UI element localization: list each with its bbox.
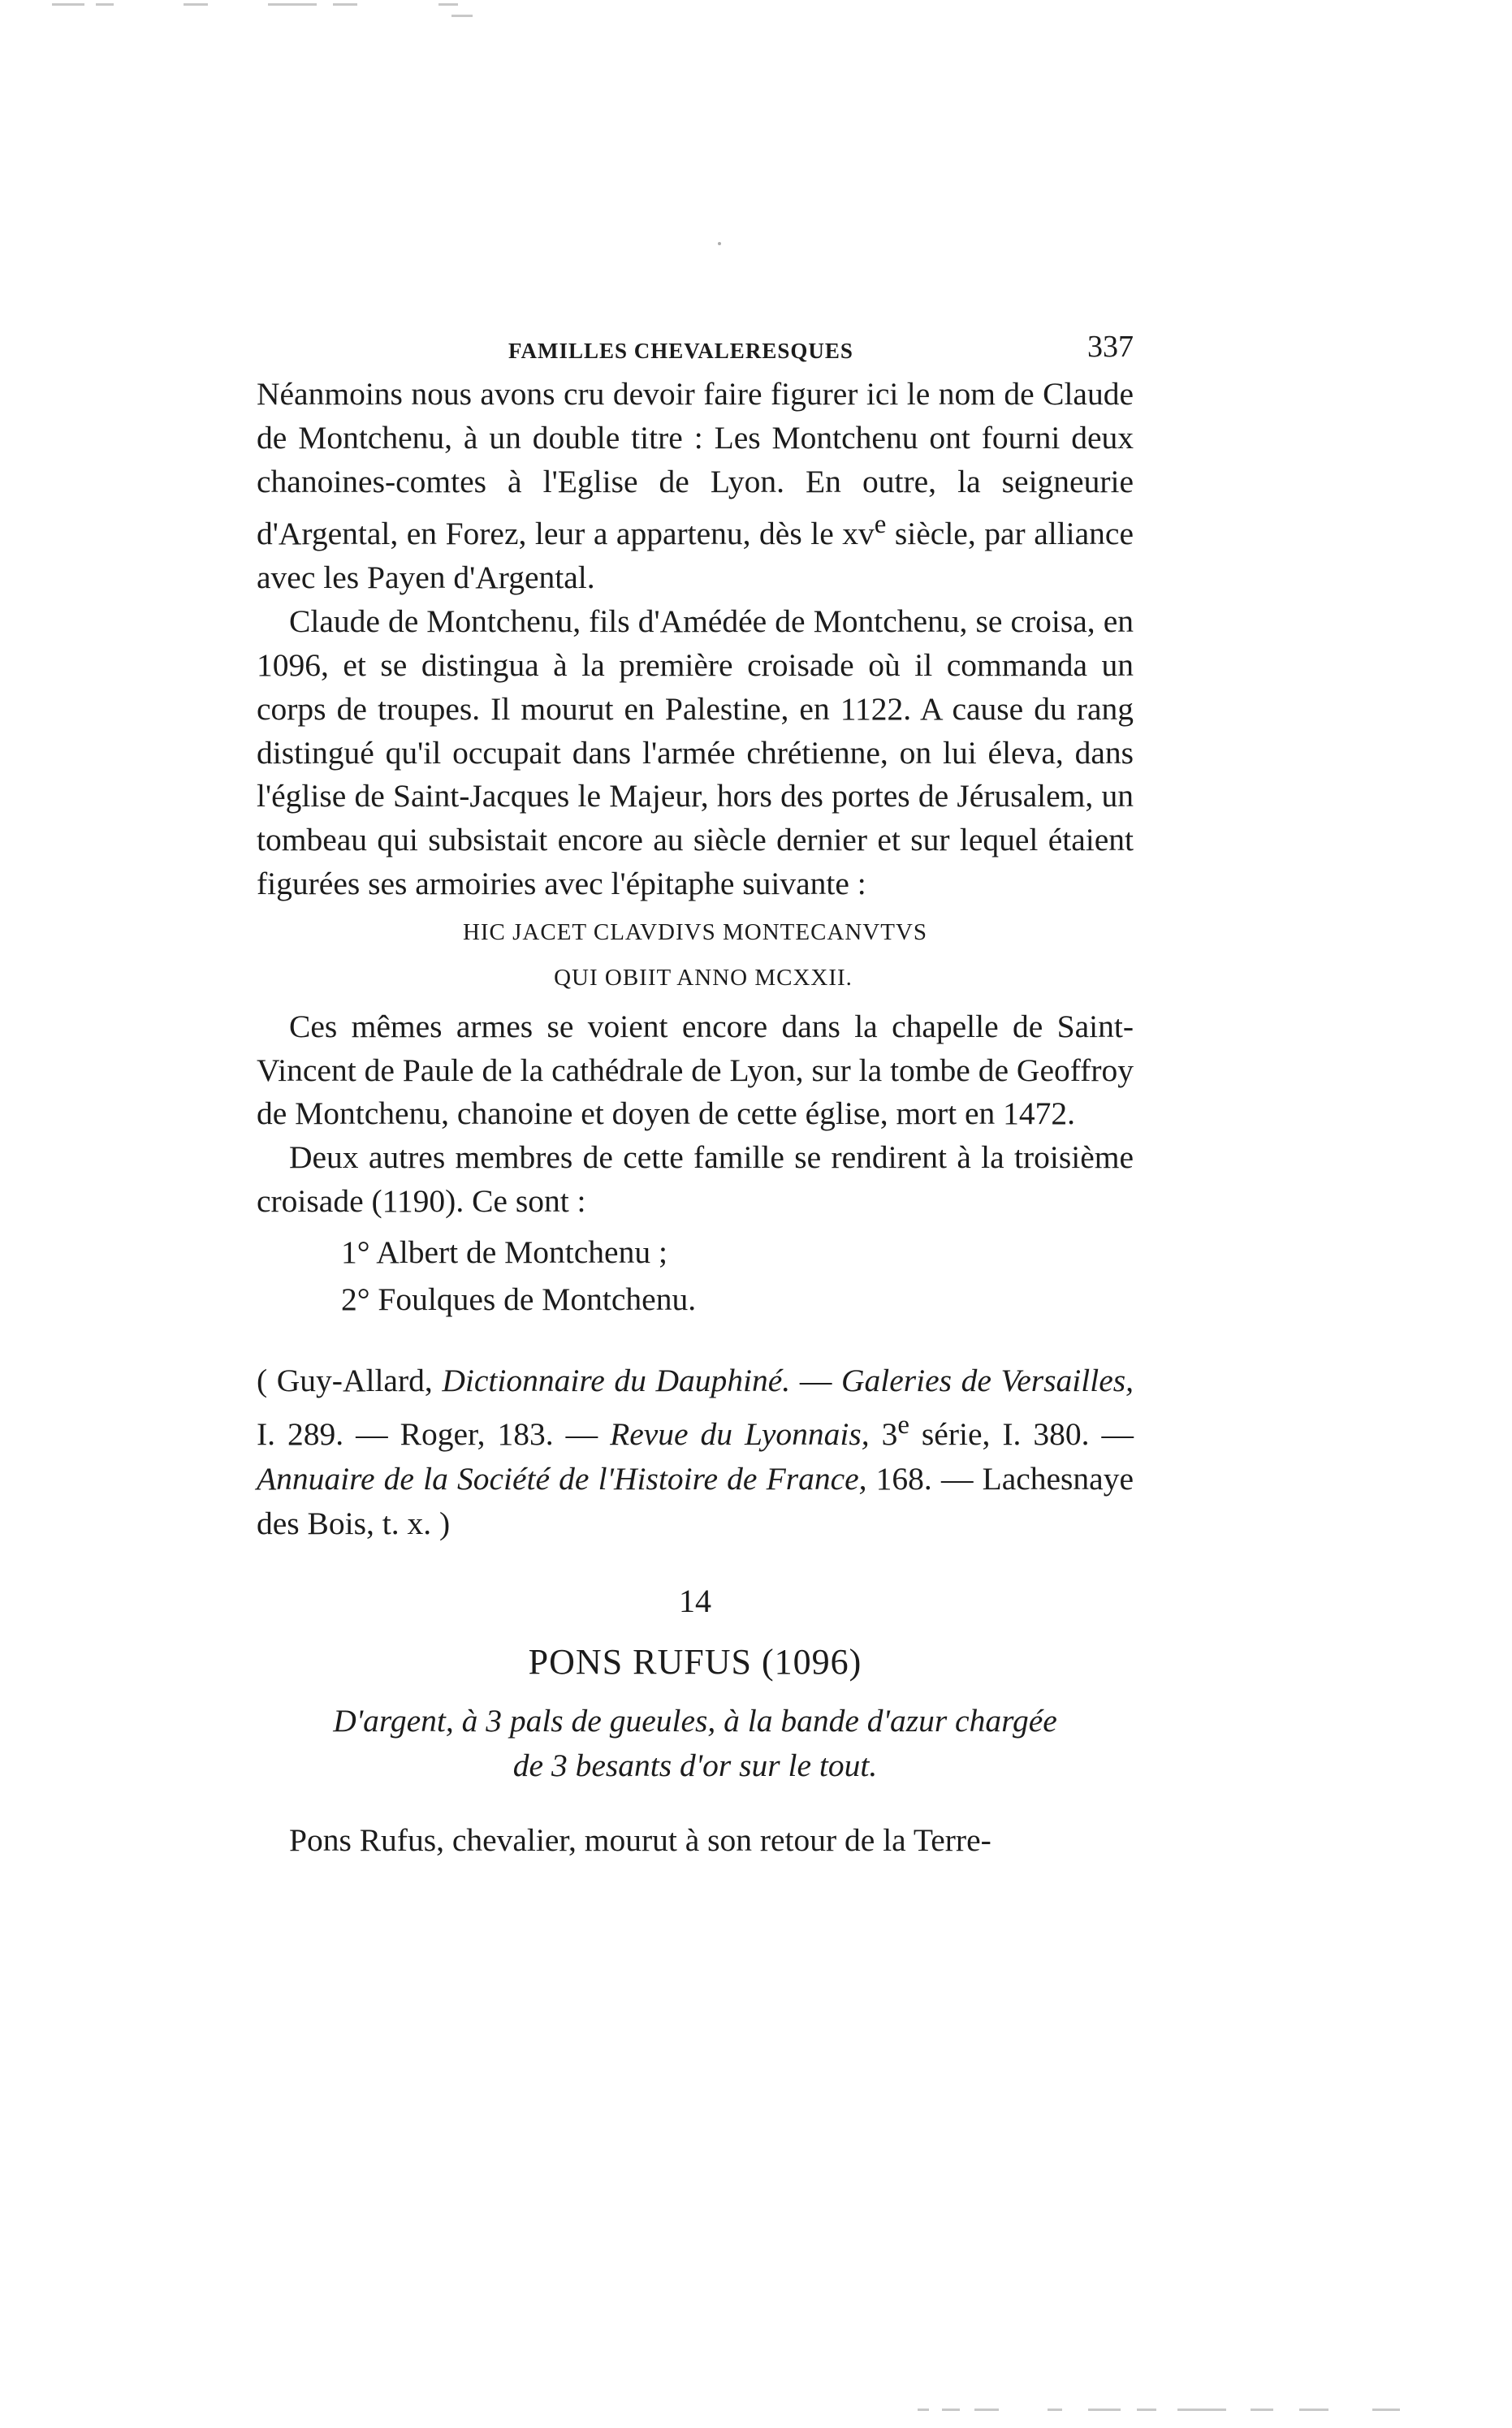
page-number: 337 (1087, 330, 1134, 364)
scan-edge-bottom (0, 2409, 1512, 2413)
epitaph-line-2: QUI OBIIT ANNO MCXXII. (554, 964, 853, 991)
section-number: 14 (679, 1582, 711, 1619)
list-item: 2° Foulques de Montchenu. (341, 1281, 697, 1317)
crusader-list (341, 1229, 1134, 1323)
list-item: 1° Albert de Montchenu ; (341, 1233, 667, 1270)
paragraph-1: Néanmoins nous avons cru devoir faire figurer ici le nom de Claude de Montchenu, à un double titre : Les Montchenu ont fourni deux chanoines-comtes à l'Eglise de Lyon. En outre, la seigneurie d'Argental, en Forez, leur a appartenu, dès le $xv^e$ siècle, par alliance avec les Payen d'Argental. (257, 376, 1134, 596)
bibliographic-references: ( Guy-Allard, Dictionnaire du Dauphiné. — Galeries de Versailles, I. 289. — Roger, 183. — Revue du Lyonnais, 3e série, I. 380. — Annuaire de la Société de l'Histoire de France, 168. — Lachesnaye des Bois, t. x. ) (257, 1362, 1134, 1541)
paragraph-3: Ces mêmes armes se voient encore dans la chapelle de Saint-Vincent de Paule de la cathédrale de Lyon, sur la tombe de Geoffroy de Montchenu, chanoine et doyen de cette église, mort en 1472. (257, 1008, 1134, 1132)
section-title: PONS RUFUS (1096) (528, 1641, 862, 1682)
paragraph-4: Deux autres membres de cette famille se rendirent à la troisième croisade (1190). Ce sont : (257, 1139, 1134, 1219)
running-header (257, 321, 1134, 373)
epitaph (257, 909, 1134, 1000)
scan-edge-top (0, 3, 1512, 8)
book-page (257, 321, 1134, 1863)
blazon-line-1: D'argent, à 3 pals de gueules, à la bande d'azur chargée (333, 1702, 1057, 1739)
epitaph-line-1: HIC JACET CLAVDIVS MONTECANVTVS (462, 918, 928, 945)
running-title: FAMILLES CHEVALERESQUES (508, 339, 853, 363)
coat-of-arms-blazon (257, 1699, 1134, 1788)
section-paragraph: Pons Rufus, chevalier, mourut à son retour de la Terre- (289, 1821, 991, 1858)
scan-speck (718, 242, 721, 245)
paragraph-2: Claude de Montchenu, fils d'Amédée de Montchenu, se croisa, en 1096, et se distingua à la première croisade où il commanda un corps de troupes. Il mourut en Palestine, en 1122. A cause du rang distingué qu'il occupait dans l'armée chrétienne, on lui éleva, dans l'église de Saint-Jacques le Majeur, hors des portes de Jérusalem, un tombeau qui subsistait encore au siècle dernier et sur lequel étaient figurées ses armoiries avec l'épitaphe suivante : (257, 603, 1134, 901)
blazon-line-2: de 3 besants d'or sur le tout. (512, 1747, 878, 1783)
